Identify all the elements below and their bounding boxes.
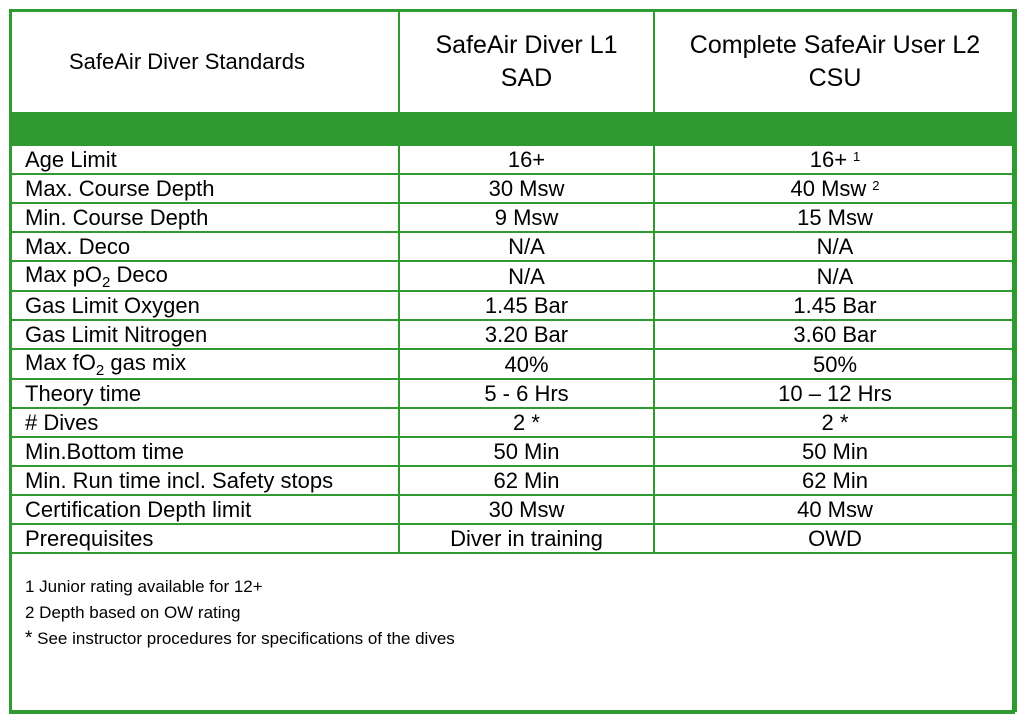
- csu-value: 16+ $^1$: [654, 145, 1016, 174]
- header-csu-title: Complete SafeAir User L2: [689, 30, 981, 59]
- header-sad-title: SafeAir Diver L1: [435, 30, 618, 59]
- sad-value: 1.45 Bar: [399, 291, 654, 320]
- row-label: Min. Run time incl. Safety stops: [10, 466, 399, 495]
- csu-value: 62 Min: [654, 466, 1016, 495]
- row-label: Max. Course Depth: [10, 174, 399, 203]
- sad-value: 2 *: [399, 408, 654, 437]
- footnote-1: 1 Junior rating available for 12+: [25, 577, 263, 596]
- csu-value: 40 Msw $^2$: [654, 174, 1016, 203]
- csu-value: N/A: [654, 232, 1016, 261]
- footnote-3: * See instructor procedures for specifications of the dives: [25, 628, 455, 649]
- sad-value: 30 Msw: [399, 495, 654, 524]
- csu-value: 2 *: [654, 408, 1016, 437]
- sad-value: 50 Min: [399, 437, 654, 466]
- sad-value: 16+: [399, 145, 654, 174]
- footnote-2: 2 Depth based on OW rating: [25, 603, 241, 622]
- csu-value: N/A: [654, 261, 1016, 291]
- footnote-ref: 1: [853, 149, 861, 164]
- row-label: # Dives: [10, 408, 399, 437]
- csu-value: 40 Msw: [654, 495, 1016, 524]
- row-label: Gas Limit Oxygen: [10, 291, 399, 320]
- sad-value: Diver in training: [399, 524, 654, 553]
- header-standards: SafeAir Diver Standards: [10, 10, 399, 113]
- csu-value: 15 Msw: [654, 203, 1016, 232]
- header-csu-abbrev: CSU: [808, 63, 862, 92]
- outer-frame: [9, 9, 1015, 714]
- sad-value: N/A: [399, 232, 654, 261]
- row-label: Age Limit: [10, 145, 399, 174]
- sad-value: N/A: [399, 261, 654, 291]
- sad-value: 9 Msw: [399, 203, 654, 232]
- sad-value: 62 Min: [399, 466, 654, 495]
- row-label: Gas Limit Nitrogen: [10, 320, 399, 349]
- row-label: Certification Depth limit: [10, 495, 399, 524]
- sad-value: 3.20 Bar: [399, 320, 654, 349]
- header-sad-abbrev: SAD: [500, 63, 553, 92]
- row-label: Max $fO_2$ gas mix: [10, 349, 399, 379]
- csu-value: 3.60 Bar: [654, 320, 1016, 349]
- row-label: Max. Deco: [10, 232, 399, 261]
- row-label: Min.Bottom time: [10, 437, 399, 466]
- csu-value: 10 – 12 Hrs: [654, 379, 1016, 408]
- sad-value: 40%: [399, 349, 654, 379]
- csu-value: 1.45 Bar: [654, 291, 1016, 320]
- sad-value: 5 - 6 Hrs: [399, 379, 654, 408]
- footnote-ref: 2: [872, 178, 880, 193]
- row-label: Theory time: [10, 379, 399, 408]
- row-label: Min. Course Depth: [10, 203, 399, 232]
- row-label: Max $pO_2$ Deco: [10, 261, 399, 291]
- row-label: Prerequisites: [10, 524, 399, 553]
- sad-value: 30 Msw: [399, 174, 654, 203]
- csu-value: OWD: [654, 524, 1016, 553]
- csu-value: 50 Min: [654, 437, 1016, 466]
- csu-value: 50%: [654, 349, 1016, 379]
